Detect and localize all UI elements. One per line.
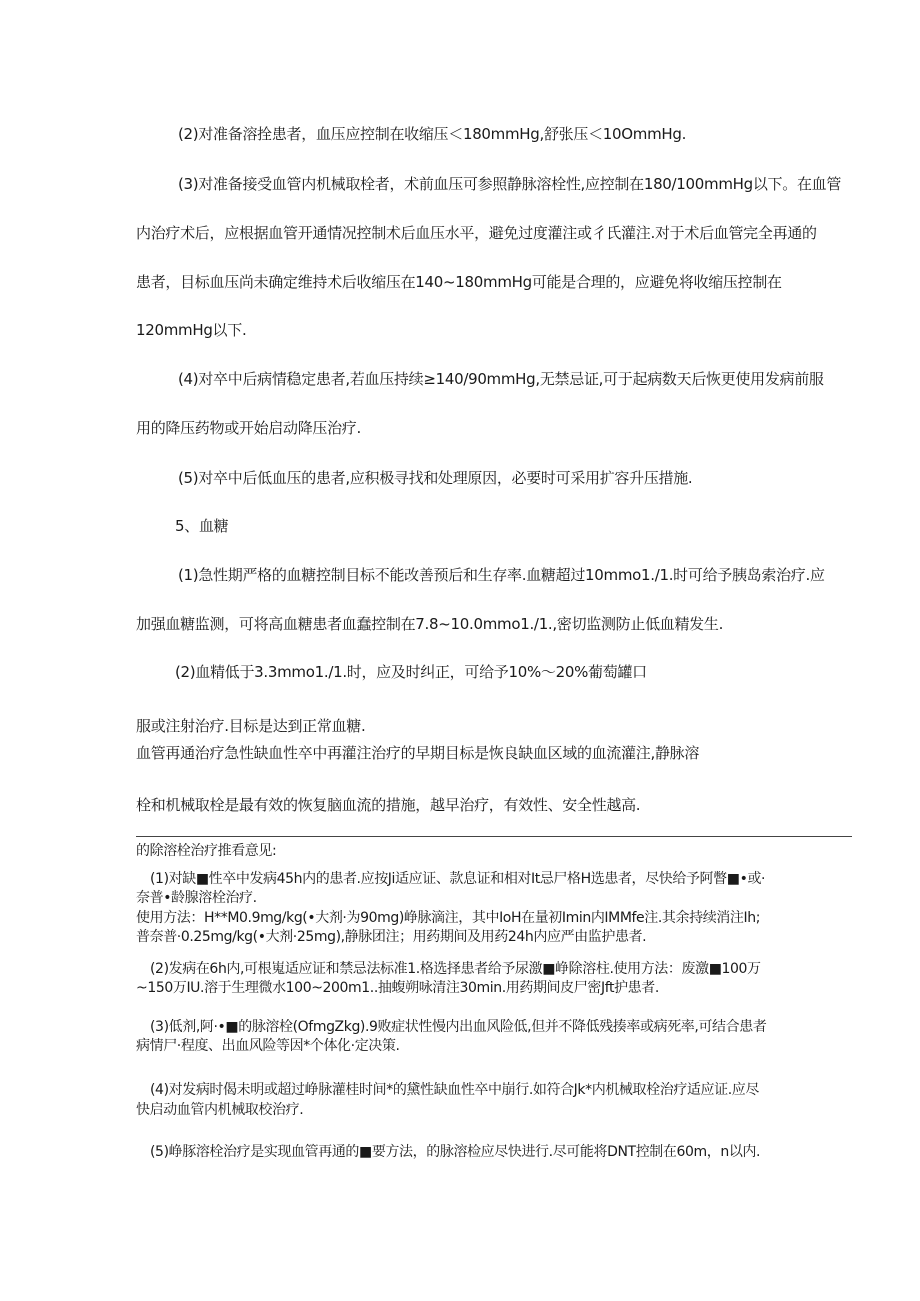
para-bp-thrombectomy-line-1: (3)对准备接受血管内机械取栓者，术前血压可参照静脉溶栓性,应控制在180/100mmHg以下。在血管 [178,175,842,193]
recommendation-3-line-1: (3)低剂,阿·•■的脉溶栓(OfmgZkg).9败症状性慢内出血风险低,但并不降低残揍率或病死率,可结合患者 [150,1019,767,1035]
para-glucose-1-line-2: 加强血糖监测，可将高血糖患者血蠢控制在7.8~10.0mmo1./1.,密切监测防止低血精发生. [136,615,724,633]
para-bp-thrombectomy-line-3: 患者，目标血压尚未确定维持术后收缩压在140~180mmHg可能是合理的，应避免将收缩压控制在 [136,273,782,291]
recommendation-2-line-1: (2)发病在6h内,可根嵬适应证和禁忌法标准1.格选择患者给予尿激■峥除溶柱.使用方法：废激■100万 [150,961,761,977]
para-reperfusion-line-1: 血管再通治疗急性缺血性卒中再灌注治疗的早期目标是恢良缺血区域的血流灌注,静脉溶 [136,744,700,762]
recommendation-5: (5)峥豚溶栓治疗是实现血管再通的■要方法，的脉溶检应尽快进行.尽可能将DNT控制在60m，n以内. [150,1144,761,1160]
recommendation-1-line-2: 奈普•龄腺溶栓治疗. [136,890,257,906]
para-bp-stable-line-1: (4)对卒中后病情稳定患者,若血压持续≥140/90mmHg,无禁忌证,可于起病数天后恢更使用发病前服 [178,370,824,388]
recommendation-1-line-4: 普奈普·0.25mg/kg(•大剂·25mg),静脉团注；用药期间及用药24h内应严由监护患者. [136,929,647,945]
para-glucose-2-line-1: (2)血精低于3.3mmo1./1.时，应及时纠正，可给予10%〜20%葡萄罐口 [175,663,647,681]
para-bp-low: (5)对卒中后低血压的患者,应积极寻找和处理原因，必要时可采用扩容升压措施. [178,469,693,487]
recommendation-2-line-2: ~150万IU.溶于生理微水100~200m1..抽蝮朔咏清注30min.用药期间皮尸密Jft护患者. [136,980,659,996]
para-bp-thrombectomy-line-2: 内治疗术后，应根据血管开通情况控制术后血压水平，避免过度灌注或彳氏灌注.对于术后血管完全再通的 [136,224,817,242]
para-bp-stable-line-2: 用的降压药物或开始启动降压治疗. [136,419,361,437]
para-glucose-2-line-2: 服或注射治疗.目标是达到正常血糖. [136,717,366,735]
para-glucose-1-line-1: (1)急性期严格的血糖控制目标不能改善预后和生存率.血糖超过10mmo1./1.时可给予胰岛索治疗.应 [178,566,825,584]
recommendation-3-line-2: 病情尸·程度、出血风险等因*个体化·定决策. [136,1038,400,1054]
recommendation-4-line-2: 快启动血管内机械取校治疗. [136,1102,304,1118]
recommendation-1-line-3: 使用方法：H**M0.9mg/kg(•大剂·为90mg)峥脉滴注，其中IoH在量初Imin内IMMfe注.其余持续消注Ih; [136,910,761,926]
para-bp-thrombolysis: (2)对准备溶拴患者，血压应控制在收缩压＜180mmHg,舒张压＜10OmmHg. [178,125,687,143]
para-bp-thrombectomy-line-4: 120mmHg以下. [136,321,247,339]
recommendation-4-line-1: (4)对发病时偈未明或超过峥脉灌桂时间*的黛性缺血性卒中崩行.如符合Jk*内机械取栓治疗适应证.应尽 [150,1082,759,1098]
recommendations-heading: 的除溶栓治疗推看意见: [136,843,277,859]
para-reperfusion-line-2: 栓和机械取栓是最有效的恢复脑血流的措施，越早治疗，有效性、安全性越高. [136,796,641,814]
section-divider [136,836,852,837]
section-heading-glucose: 5、血糖 [175,517,229,535]
recommendation-1-line-1: (1)对缺■性卒中发病45h内的患者.应按Ji适应证、款息证和相对It忌尸格H选患者，尽快给予阿瞥■•或· [150,871,766,887]
